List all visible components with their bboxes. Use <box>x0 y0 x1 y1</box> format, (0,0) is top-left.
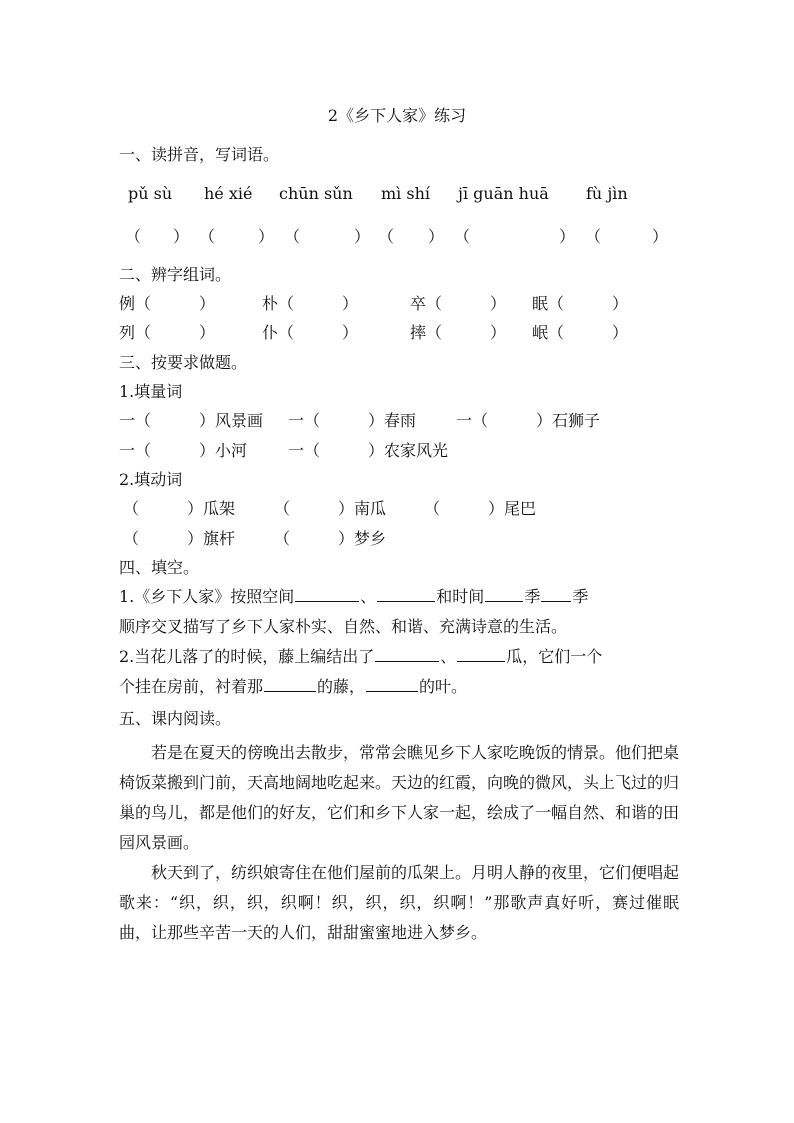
answer-paren-5[interactable]: （ <box>454 227 471 246</box>
fill-question-1-line-2: 顺序交叉描写了乡下人家朴实、自然、和谐、充满诗意的生活。 <box>119 617 568 636</box>
measure-word-item[interactable]: 一（ ）农家风光 <box>288 441 449 460</box>
answer-paren-3[interactable]: （ <box>284 227 301 246</box>
passage-paragraph-2: 秋天到了，纺织娘寄住在他们屋前的瓜架上。月明人静的夜里，它们便唱起歌来：“织，织，织，织啊！织，织，织，织啊！”那歌声真好听，赛过催眠曲，让那些辛苦一天的人们，甜甜蜜蜜地进入梦乡。 <box>119 863 680 942</box>
q1-text-d: 季 <box>524 587 541 606</box>
blank-leaf[interactable] <box>366 675 418 692</box>
fill-question-2-line-2 <box>119 674 467 697</box>
pinyin-4: mì shí <box>381 184 431 203</box>
q2-text-a: 2.当花儿落了的时候，藤上编结出了 <box>119 647 375 666</box>
blank-melon-b[interactable] <box>457 645 505 662</box>
q2-text-e: 的藤， <box>317 677 366 696</box>
char-pair-item[interactable]: 列（ ） <box>119 323 216 342</box>
verb-item[interactable]: （ ）瓜架 <box>123 499 236 518</box>
fill-question-1-line-1 <box>119 584 588 607</box>
blank-season-b[interactable] <box>541 585 571 602</box>
answer-paren-1-close: ） <box>173 227 190 246</box>
measure-word-item[interactable]: 一（ ）春雨 <box>288 411 417 430</box>
q1-text-c: 和时间 <box>436 587 485 606</box>
answer-paren-6-close: ） <box>652 227 669 246</box>
char-pair-item[interactable]: 眠（ ） <box>532 294 629 313</box>
char-pair-item[interactable]: 卒（ ） <box>410 294 507 313</box>
fill-question-2-line-1 <box>119 644 602 667</box>
q1-text-e: 季 <box>572 587 589 606</box>
answer-paren-6[interactable]: （ <box>585 227 602 246</box>
pinyin-6: fù jìn <box>586 184 628 203</box>
page-title: 2《乡下人家》练习 <box>327 106 467 125</box>
verb-item[interactable]: （ ）梦乡 <box>274 529 387 548</box>
blank-space-b[interactable] <box>377 585 435 602</box>
char-pair-item[interactable]: 朴（ ） <box>262 294 359 313</box>
q1-text-b: 、 <box>360 587 377 606</box>
subsection-measure-words: 1.填量词 <box>119 382 183 401</box>
char-pair-item[interactable]: 例（ ） <box>119 294 216 313</box>
measure-word-item[interactable]: 一（ ）风景画 <box>119 411 264 430</box>
pinyin-2: hé xié <box>204 184 253 203</box>
answer-paren-1[interactable]: （ <box>125 227 142 246</box>
answer-paren-4[interactable]: （ <box>378 227 395 246</box>
verb-item[interactable]: （ ）尾巴 <box>424 499 537 518</box>
blank-melon-a[interactable] <box>375 645 439 662</box>
pinyin-5: jī guān huā <box>458 184 549 203</box>
answer-paren-2-close: ） <box>258 227 275 246</box>
measure-word-item[interactable]: 一（ ）小河 <box>119 441 248 460</box>
section-5-heading: 五、课内阅读。 <box>119 709 232 728</box>
blank-space-a[interactable] <box>295 585 359 602</box>
section-1-heading: 一、读拼音，写词语。 <box>119 145 280 164</box>
verb-item[interactable]: （ ）南瓜 <box>274 499 387 518</box>
pinyin-3: chūn sǔn <box>279 184 353 203</box>
q2-text-b: 、 <box>440 647 457 666</box>
passage-paragraph-1: 若是在夏天的傍晚出去散步，常常会瞧见乡下人家吃晚饭的情景。他们把桌椅饭菜搬到门前，天高地阔地吃起来。天边的红霞，向晚的微风，头上飞过的归巢的鸟儿，都是他们的好友，它们和乡下人家一起，绘成了一幅自然、和谐的田园风景画。 <box>119 743 680 852</box>
char-pair-item[interactable]: 摔（ ） <box>410 323 507 342</box>
char-pair-item[interactable]: 仆（ ） <box>262 323 359 342</box>
char-pair-item[interactable]: 岷（ ） <box>532 323 629 342</box>
answer-paren-2[interactable]: （ <box>199 227 216 246</box>
answer-paren-5-close: ） <box>559 227 576 246</box>
subsection-verbs: 2.填动词 <box>119 470 183 489</box>
measure-word-item[interactable]: 一（ ）石狮子 <box>456 411 601 430</box>
reading-passage <box>119 738 679 948</box>
q1-text-a: 1.《乡下人家》按照空间 <box>119 587 295 606</box>
q2-text-c: 瓜，它们一个 <box>506 647 603 666</box>
q2-text-d: 个挂在房前，衬着那 <box>119 677 264 696</box>
section-3-heading: 三、按要求做题。 <box>119 353 248 372</box>
q2-text-f: 的叶。 <box>419 677 468 696</box>
blank-vine[interactable] <box>264 675 316 692</box>
blank-season-a[interactable] <box>485 585 523 602</box>
answer-paren-4-close: ） <box>428 227 445 246</box>
section-4-heading: 四、填空。 <box>119 558 200 577</box>
answer-paren-3-close: ） <box>354 227 371 246</box>
section-2-heading: 二、辨字组词。 <box>119 265 232 284</box>
verb-item[interactable]: （ ）旗杆 <box>123 529 236 548</box>
pinyin-1: pǔ sù <box>128 184 173 203</box>
